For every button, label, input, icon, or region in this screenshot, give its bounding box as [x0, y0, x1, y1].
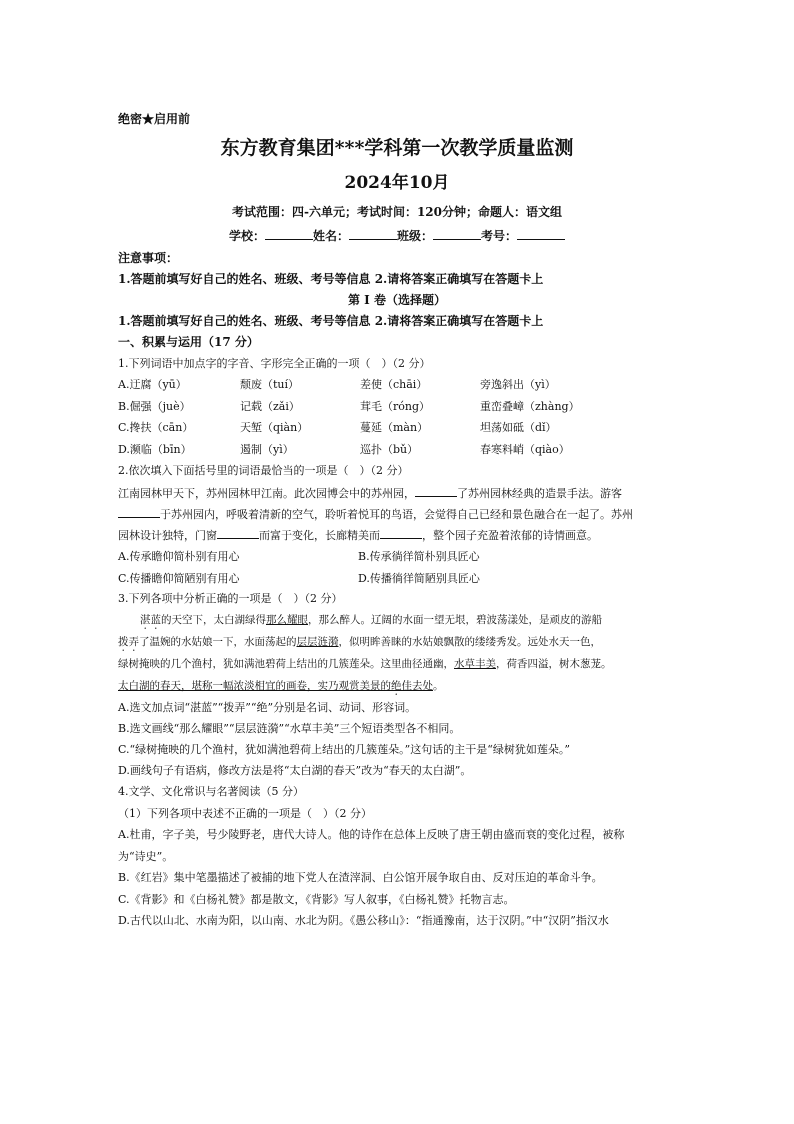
q4-option-d: D.古代以山北、水南为阳，以山南、水北为阴。《愚公移山》：“指通豫南，达于汉阴。”中“汉阴”指汉水	[118, 914, 609, 927]
q1-stem: 1.下列词语中加点字的字音、字形完全正确的一项（ ）（2 分）	[118, 357, 431, 370]
q2-blank-4[interactable]	[380, 527, 422, 539]
q3-dotted-word: 拨弄	[118, 636, 139, 648]
q2-stem: 2.依次填入下面括号里的词语最恰当的一项是（ ）（2 分）	[118, 464, 409, 477]
q1-option-d-3: 巡扑（bǔ）	[360, 443, 419, 456]
q3-passage-line-3	[118, 656, 612, 672]
notes-line-1: 1.答题前填写好自己的姓名、班级、考号等信息 2.请将答案正确填写在答题卡上	[118, 272, 544, 286]
q3-underlined-phrase: 那么耀眼	[266, 614, 308, 626]
q1-option-c-3: 蔓延（màn）	[360, 421, 429, 434]
q3-underlined-sentence: 太白湖的春天，堪称一幅浓淡相宜的画卷，实乃观赏美景的	[118, 680, 391, 692]
q3-text: 的天空下，太白湖绿得	[161, 614, 266, 626]
section-1-heading: 一、积累与运用（17 分）	[118, 335, 259, 349]
q1-option-c-2: 天堑（qiàn）	[240, 421, 309, 434]
q2-passage-line-1	[118, 485, 622, 502]
q2-blank-2[interactable]	[118, 506, 160, 518]
volume-heading: 第 I 卷（选择题）	[348, 293, 446, 307]
exam-info: 考试范围：四-六单元；考试时间：120分钟；命题人：语文组	[231, 205, 563, 219]
q4-option-b: B.《红岩》集中笔墨描述了被捕的地下党人在渣滓洞、白公馆开展争取自由、反对压迫的革命斗争。	[118, 871, 603, 884]
class-label: 班级：	[397, 229, 434, 243]
q1-option-a-3: 差使（chāi）	[360, 378, 428, 391]
q3-text: 绿树掩映的几个渔村，犹如满池碧荷上结出的几簇莲朵。这里曲径通幽，	[118, 658, 454, 670]
q3-text: ，荷香四溢，树木葱茏。	[496, 658, 612, 670]
q2-option-c: C.传播瞻仰简陋别有用心	[118, 572, 240, 585]
q4-option-c: C.《背影》和《白杨礼赞》都是散文，《背影》写人叙事，《白杨礼赞》托物言志。	[118, 893, 515, 906]
q3-option-d: D.画线句子有语病，修改方法是将“太白湖的春天”改为“春天的太白湖”。	[118, 764, 472, 777]
q3-text: 。	[433, 680, 444, 692]
q2-blank-1[interactable]	[415, 485, 457, 497]
q3-option-b: B.选文画线“那么耀眼”“层层涟漪”“水草丰美”三个短语类型各不相同。	[118, 722, 461, 735]
q1-option-d-4: 春寒料峭（qiào）	[480, 443, 570, 456]
q3-underlined-phrase: 层层涟漪	[296, 636, 339, 648]
q3-text: ，那么醉人。辽阔的水面一望无垠，碧波荡漾处，是顽皮的游船	[308, 614, 602, 626]
q3-passage-line-1	[140, 612, 602, 632]
candidate-info-line	[0, 228, 794, 244]
q2-blank-3[interactable]	[217, 527, 259, 539]
q2-text: 于苏州园内，呼吸着清新的空气，聆听着悦耳的鸟语，会觉得自己已经和景色融合在一起了。苏州	[160, 508, 633, 521]
q3-underlined-phrase: 水草丰美	[454, 658, 496, 670]
q2-option-a: A.传承瞻仰简朴别有用心	[118, 550, 240, 563]
q3-stem: 3.下列各项中分析正确的一项是（ ）（2 分）	[118, 592, 343, 605]
q2-passage-line-2	[118, 506, 633, 523]
confidential-mark: 绝密★启用前	[118, 112, 191, 126]
exam-title: 东方教育集团***学科第一次教学质量监测	[220, 137, 574, 159]
notes-heading: 注意事项：	[118, 251, 179, 265]
q3-dotted-word: 绝	[391, 680, 402, 692]
q4-option-a-line-2: 为“诗史”。	[118, 850, 174, 863]
q3-text: 了温婉的水姑娘一下，水面荡起的	[139, 636, 297, 648]
q1-option-b-4: 重峦叠嶂（zhàng）	[480, 400, 580, 413]
school-blank[interactable]	[265, 228, 313, 240]
q3-underlined-sentence: 佳去处	[401, 680, 433, 692]
q2-text: ，整个园子充盈着浓郁的诗情画意。	[422, 529, 598, 542]
q4-stem: 4.文学、文化常识与名著阅读（5 分）	[118, 785, 304, 798]
q1-option-c-1: C.搀扶（cān）	[118, 421, 194, 434]
q1-option-b-1: B.倔强（juè）	[118, 400, 191, 413]
school-label: 学校：	[228, 229, 265, 243]
q2-text: 园林设计独特，门窗	[118, 529, 217, 542]
q3-passage-line-2	[118, 634, 601, 654]
q2-passage-line-3	[118, 527, 598, 544]
q1-option-a-2: 颓废（tuí）	[240, 378, 300, 391]
q1-option-b-3: 茸毛（róng）	[360, 400, 431, 413]
q4-option-a-line-1: A.杜甫，字子美，号少陵野老，唐代大诗人。他的诗作在总体上反映了唐王朝由盛而衰的变化过程，被称	[118, 828, 625, 841]
q4-sub1-stem: （1）下列各项中表述不正确的一项是（ ）（2 分）	[118, 807, 372, 820]
name-blank[interactable]	[349, 228, 397, 240]
q2-text: 了苏州园林经典的造景手法。游客	[457, 487, 622, 500]
q3-passage-line-4	[118, 678, 444, 698]
q1-option-d-1: D.濒临（bīn）	[118, 443, 192, 456]
q2-text: 江南园林甲天下，苏州园林甲江南。此次园博会中的苏州园，	[118, 487, 415, 500]
q2-text: 而富于变化，长廊精美而	[259, 529, 380, 542]
q3-dotted-word: 湛蓝	[140, 614, 161, 626]
q1-option-a-1: A.迂腐（yū）	[118, 378, 187, 391]
q1-option-b-2: 记载（zǎi）	[240, 400, 300, 413]
q3-option-a: A.选文加点词“湛蓝”“拨弄”“绝”分别是名词、动词、形容词。	[118, 701, 417, 714]
q2-option-d: D.传播徜徉简陋别具匠心	[358, 572, 480, 585]
q3-text: ，似明眸善睐的水姑娘飘散的缕缕秀发。远处水天一色，	[338, 636, 601, 648]
q2-option-b: B.传承徜徉简朴别具匠心	[358, 550, 480, 563]
exam-date: 2024年10月	[344, 173, 450, 193]
id-label: 考号：	[481, 229, 518, 243]
class-blank[interactable]	[433, 228, 481, 240]
q3-option-c: C.“绿树掩映的几个渔村，犹如满池碧荷上结出的几簇莲朵。”这句话的主干是“绿树犹如莲朵。”	[118, 743, 571, 756]
q1-option-c-4: 坦荡如砥（dǐ）	[480, 421, 557, 434]
id-blank[interactable]	[517, 228, 565, 240]
q1-option-a-4: 旁逸斜出（yì）	[480, 378, 556, 391]
q1-option-d-2: 遏制（yì）	[240, 443, 294, 456]
name-label: 姓名：	[312, 229, 349, 243]
notes-line-2: 1.答题前填写好自己的姓名、班级、考号等信息 2.请将答案正确填写在答题卡上	[118, 314, 544, 328]
